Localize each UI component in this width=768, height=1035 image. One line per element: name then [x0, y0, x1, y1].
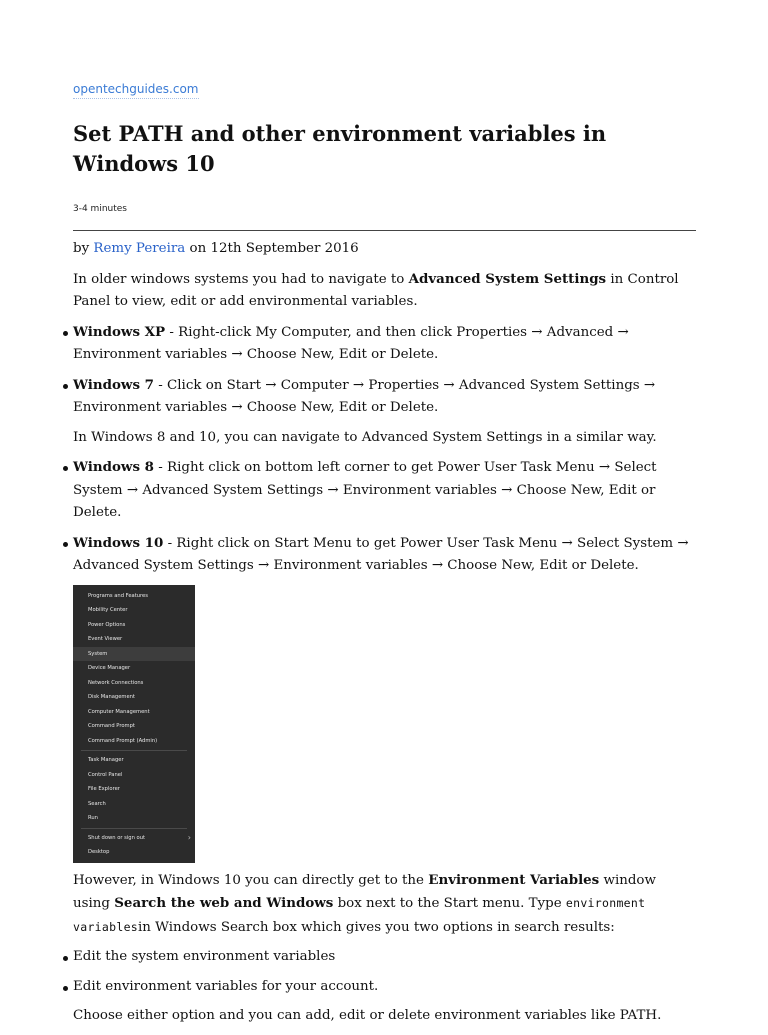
paragraph-windows-8-10: In Windows 8 and 10, you can navigate to Advanced System Settings in a similar way. [73, 429, 657, 445]
menu-item: Network Connections [88, 679, 144, 686]
menu-item: Desktop [88, 849, 110, 855]
list-item-account-variables: Edit environment variables for your account. [73, 976, 696, 999]
menu-item: Computer Management [88, 708, 150, 715]
author-link[interactable]: Remy Pereira [93, 241, 186, 256]
menu-item: Task Manager [88, 757, 124, 763]
page-title: Set PATH and other environment variables in Windows 10 [73, 121, 607, 176]
menu-separator [81, 828, 187, 829]
menu-item: Mobility Center [88, 607, 128, 613]
menu-item: Programs and Features [88, 592, 148, 599]
list-item-windows-10: Windows 10 - Right click on Start Menu to get Power User Task Menu → Select System → Advanced System Settings → Environment variables → Choose New, Edit or Delete. [73, 532, 696, 578]
list-item-windows-8: Windows 8 - Right click on bottom left corner to get Power User Task Menu → Select System → Advanced System Settings → Environment variables → Choose New, Edit or Delete. [73, 456, 696, 525]
newer-windows-list [73, 456, 696, 578]
article-body [73, 238, 696, 1035]
list-item-windows-xp: Windows XP - Right-click My Computer, and then click Properties → Advanced → Environment variables → Choose New, Edit or Delete. [73, 321, 696, 367]
inline-code: environment variables [73, 896, 646, 934]
menu-item: Search [88, 800, 106, 807]
list-item-system-variables: Edit the system environment variables [73, 946, 696, 969]
power-user-menu-screenshot [73, 585, 195, 863]
menu-item: Disk Management [88, 694, 135, 700]
menu-item: Command Prompt [88, 723, 135, 729]
menu-item: Control Panel [88, 771, 123, 778]
list-item-windows-7: Windows 7 - Click on Start → Computer → Properties → Advanced System Settings → Environment variables → Choose New, Edit or Delete. [73, 374, 696, 420]
menu-item: Device Manager [88, 665, 131, 671]
read-time: 3-4 minutes [73, 204, 127, 214]
menu-item: Power Options [88, 621, 126, 628]
closing-paragraph: Choose either option and you can add, edit or delete environment variables like PATH. [73, 1008, 662, 1023]
search-options-list [73, 946, 696, 998]
search-paragraph: However, in Windows 10 you can directly get to the Environment Variables window using Search the web and Windows box next to the Start menu. Type environment variablesin Windows Search box which gives you two options in search results: [73, 871, 656, 935]
chevron-right-icon: › [187, 832, 191, 842]
source-link[interactable]: opentechguides.com [73, 82, 199, 99]
menu-item: Shut down or sign out › [73, 831, 195, 846]
byline: by Remy Pereira on 12th September 2016 [73, 241, 359, 256]
menu-item: File Explorer [88, 786, 120, 792]
menu-item: Run [88, 815, 98, 821]
menu-separator [81, 750, 187, 751]
title-divider [73, 230, 696, 231]
menu-item: System [73, 647, 195, 662]
menu-item: Event Viewer [88, 636, 123, 642]
older-windows-list [73, 321, 696, 420]
intro-paragraph: In older windows systems you had to navigate to Advanced System Settings in Control Panel to view, edit or add environmental variables. [73, 270, 679, 309]
menu-item: Command Prompt (Admin) [88, 737, 158, 744]
